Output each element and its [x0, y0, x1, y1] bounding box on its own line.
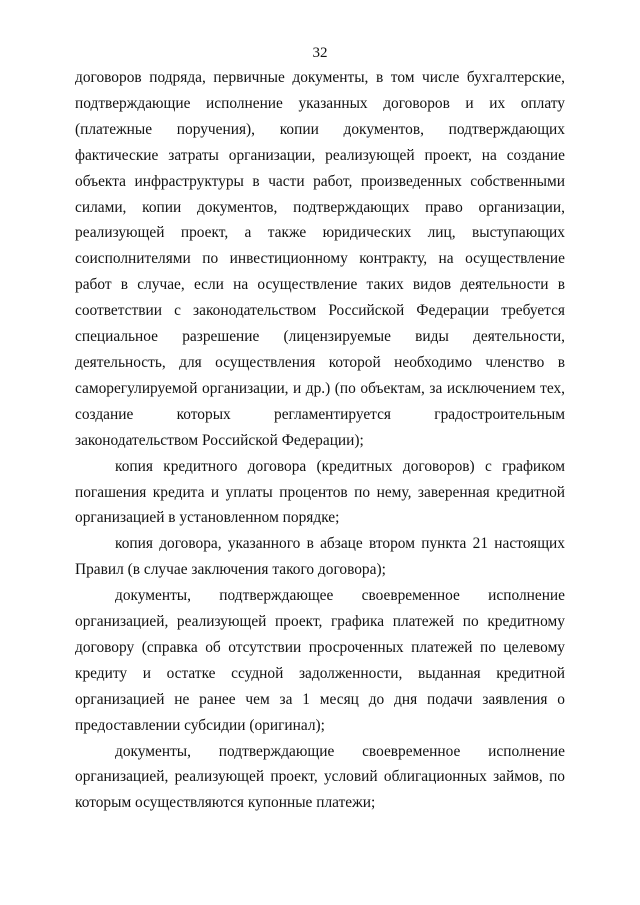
document-body	[75, 65, 565, 816]
page-number: 32	[312, 45, 328, 61]
paragraph-contract-copy: копия договора, указанного в абзаце втором пункта 21 настоящих Правил (в случае заключения такого договора);	[75, 535, 565, 579]
paragraph-loan-agreement-copy: копия кредитного договора (кредитных договоров) с графиком погашения кредита и уплаты процентов по нему, заверенная кредитной организацией в установленном порядке;	[75, 457, 565, 527]
paragraph-continuation: договоров подряда, первичные документы, в том числе бухгалтерские, подтверждающие исполнение указанных договоров и их оплату (платежные поручения), копии документов, подтверждающих фактические затраты организации, реализующей проект, на создание объекта инфраструктуры в части работ, произведенных собственными силами, копии документов, подтверждающих право организации, реализующей проект, а также юридических лиц, выступающих соисполнителями по инвестиционному контракту, на осуществление работ в случае, если на осуществление таких видов деятельности в соответствии с законодательством Российской Федерации требуется специальное разрешение (лицензируемые виды деятельности, деятельность, для осуществления которой необходимо членство в саморегулируемой организации, и др.) (по объектам, за исключением тех, создание которых регламентируется градостроительным законодательством Российской Федерации);	[75, 69, 565, 449]
paragraph-bond-loan-documents: документы, подтверждающие своевременное исполнение организацией, реализующей проект, условий облигационных займов, по которым осуществляются купонные платежи;	[75, 742, 565, 812]
paragraph-payment-schedule-documents: документы, подтверждающее своевременное исполнение организацией, реализующей проект, графика платежей по кредитному договору (справка об отсутствии просроченных платежей по целевому кредиту и остатке ссудной задолженности, выданная кредитной организацией не ранее чем за 1 месяц до дня подачи заявления о предоставлении субсидии (оригинал);	[75, 587, 565, 734]
